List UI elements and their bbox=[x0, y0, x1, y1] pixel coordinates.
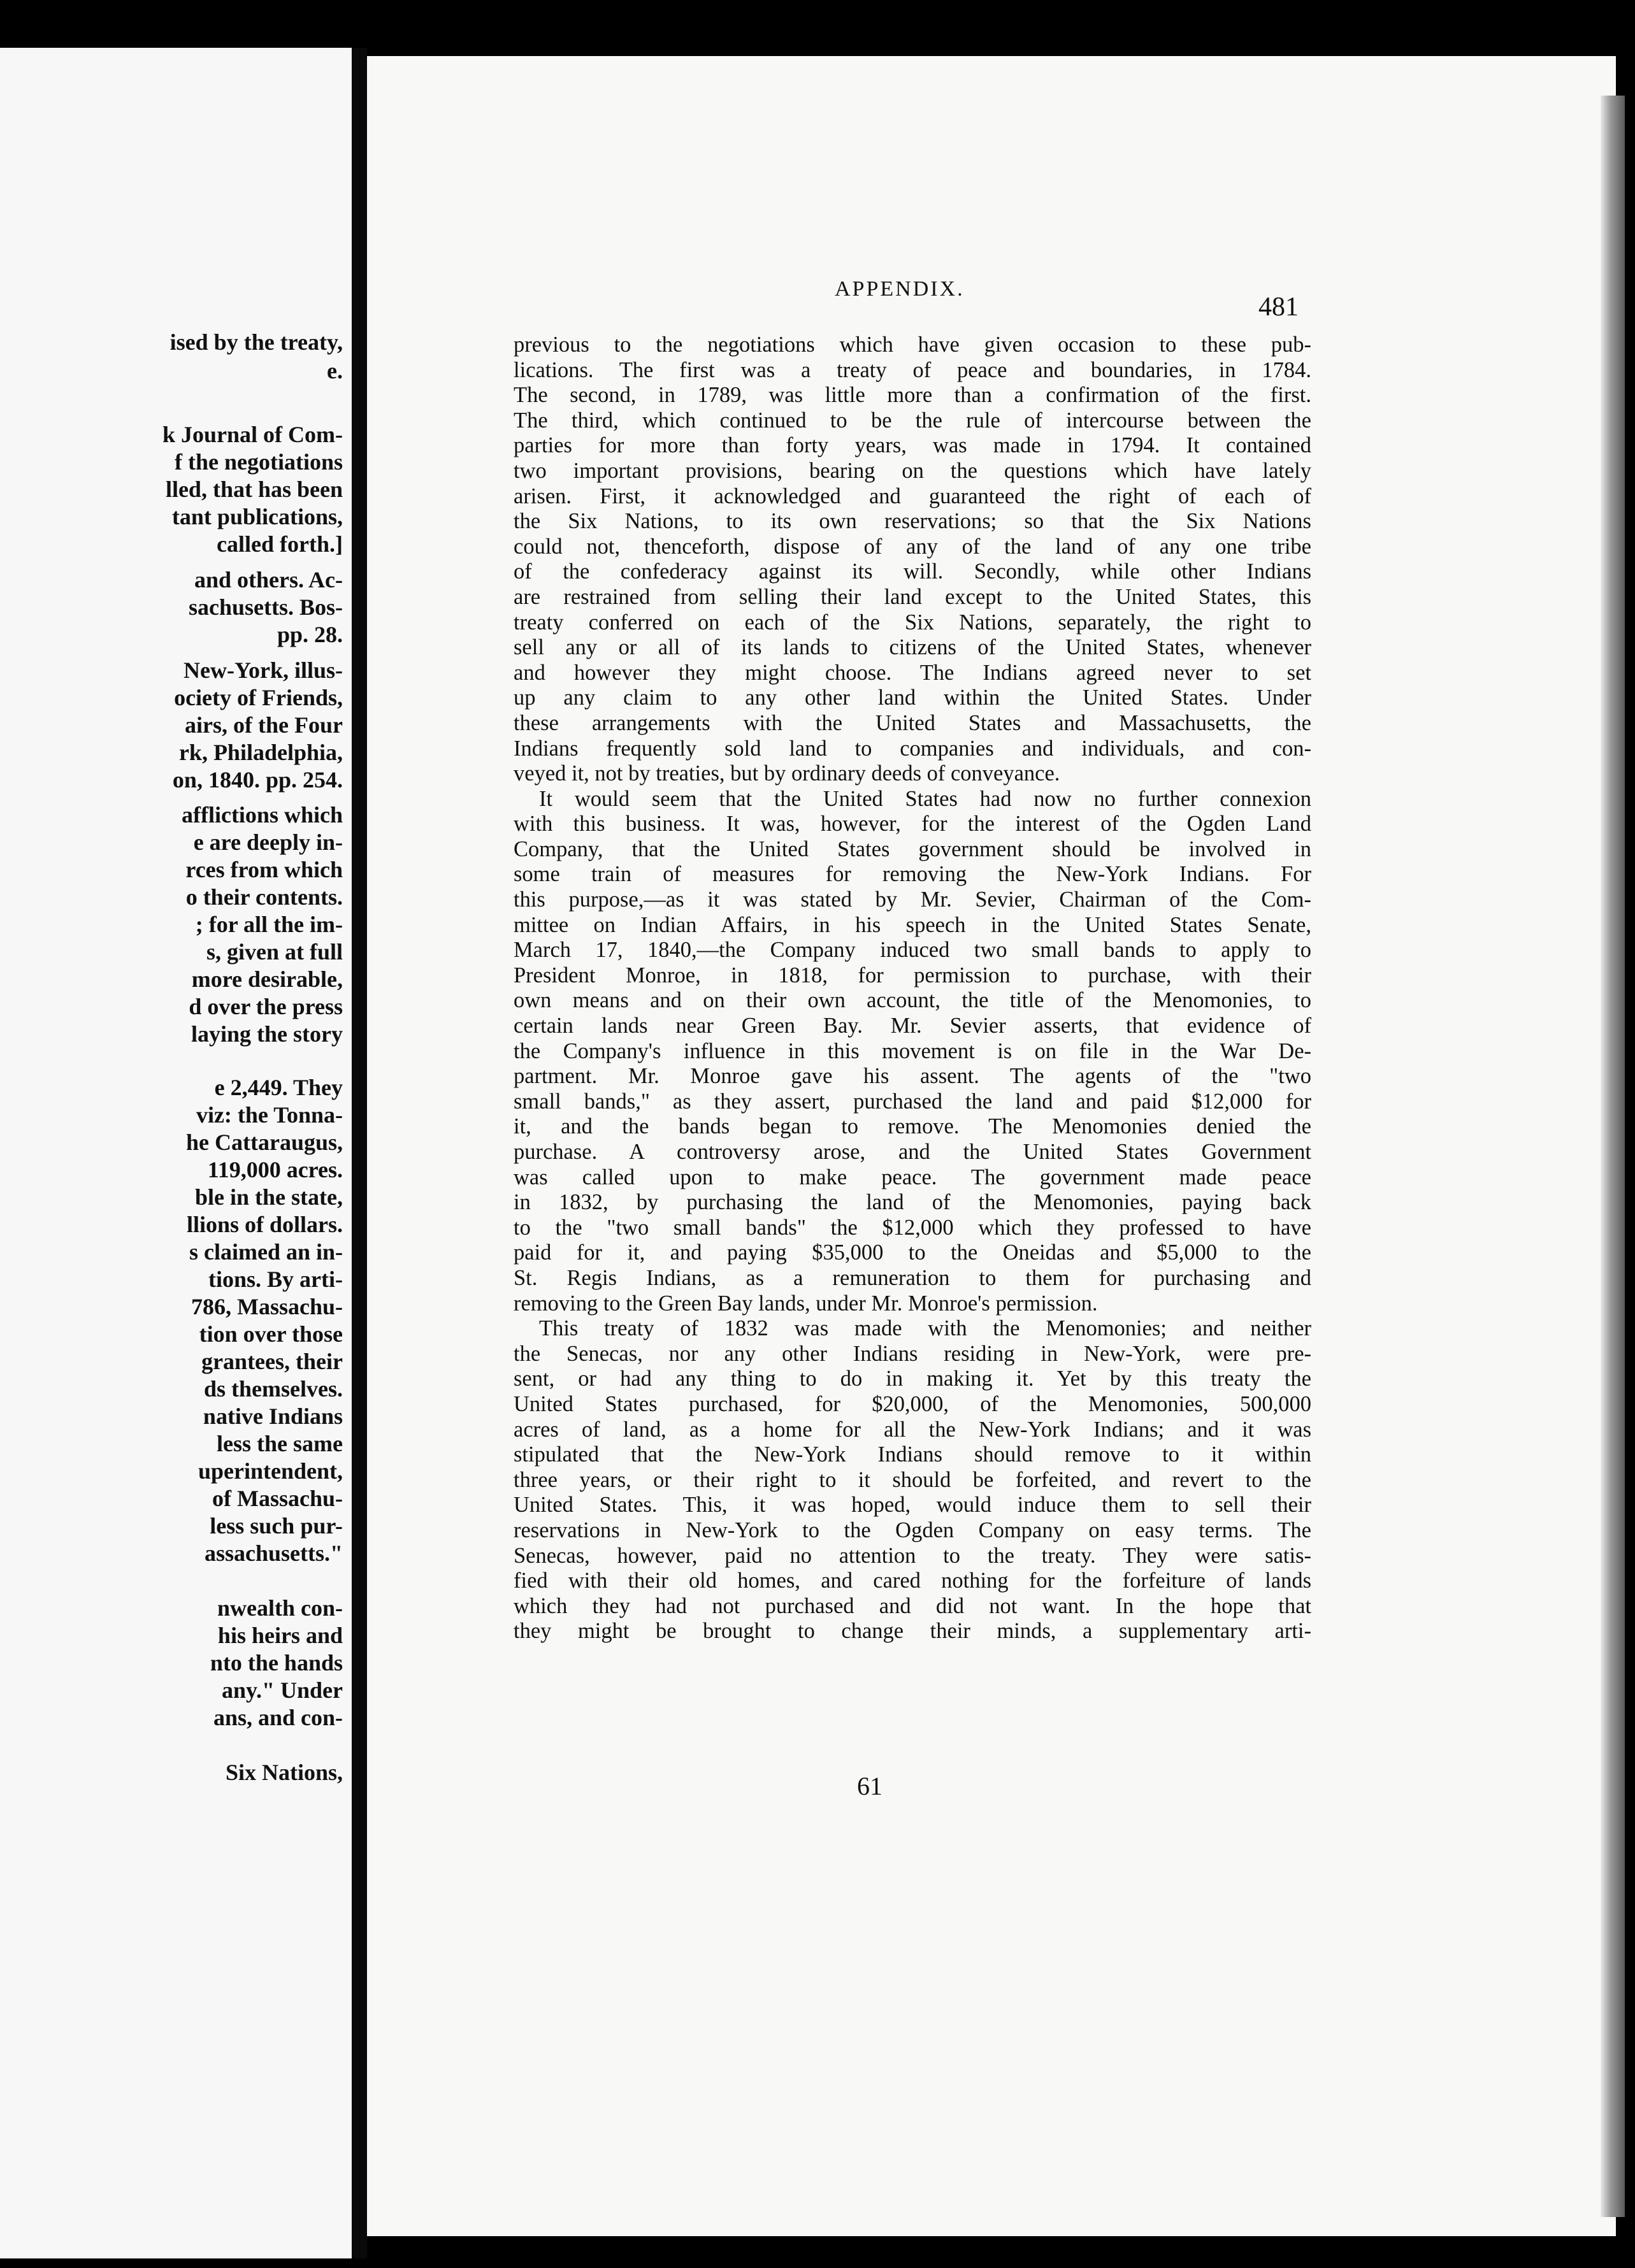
left-page-line: e. bbox=[327, 358, 343, 384]
left-page-line: airs, of the Four bbox=[185, 712, 343, 738]
left-page-line: pp. 28. bbox=[277, 622, 343, 647]
left-page-line: f the negotiations bbox=[175, 449, 343, 475]
left-page-line: less the same bbox=[217, 1431, 343, 1456]
left-page-line: his heirs and bbox=[217, 1623, 343, 1648]
text-line: was called upon to make peace. The government made peace bbox=[514, 1165, 1311, 1189]
text-line: some train of measures for removing the New-York Indians. For bbox=[514, 862, 1311, 887]
text-line: acres of land, as a home for all the New-York Indians; and it was bbox=[514, 1417, 1311, 1442]
left-page-line: Six Nations, bbox=[225, 1760, 343, 1785]
left-page-line: nto the hands bbox=[210, 1650, 343, 1676]
left-page-line: k Journal of Com- bbox=[162, 422, 343, 447]
text-line: parties for more than forty years, was made in 1794. It contained bbox=[514, 433, 1311, 458]
text-line: could not, thenceforth, dispose of any of the land of any one tribe bbox=[514, 534, 1311, 559]
left-page-line: 786, Massachu- bbox=[191, 1294, 343, 1319]
left-page-line: he Cattaraugus, bbox=[185, 1130, 343, 1155]
text-line: this purpose,—as it was stated by Mr. Sevier, Chairman of the Com- bbox=[514, 887, 1311, 912]
left-page-line: o their contents. bbox=[185, 884, 343, 910]
left-page-line: native Indians bbox=[203, 1403, 343, 1429]
text-line: arisen. First, it acknowledged and guaranteed the right of each of bbox=[514, 484, 1311, 508]
left-page-line: ociety of Friends, bbox=[174, 685, 343, 710]
left-page-line: ble in the state, bbox=[195, 1184, 343, 1210]
text-line: reservations in New-York to the Ogden Company on easy terms. The bbox=[514, 1518, 1311, 1542]
text-line: certain lands near Green Bay. Mr. Sevier asserts, that evidence of bbox=[514, 1014, 1311, 1038]
left-page bbox=[0, 48, 352, 2258]
page-edge-shadow bbox=[1601, 96, 1625, 2217]
left-page-line: on, 1840. pp. 254. bbox=[172, 767, 343, 793]
book-gutter bbox=[352, 48, 367, 2258]
left-page-line: grantees, their bbox=[201, 1349, 343, 1374]
left-page-line: more desirable, bbox=[191, 966, 343, 992]
left-page-line: uperintendent, bbox=[198, 1458, 343, 1484]
text-line: St. Regis Indians, as a remuneration to them for purchasing and bbox=[514, 1265, 1311, 1290]
text-line: stipulated that the New-York Indians should remove to it within bbox=[514, 1442, 1311, 1467]
text-line: they might be brought to change their minds, a supplementary arti- bbox=[514, 1619, 1311, 1644]
left-page-line: e 2,449. They bbox=[214, 1075, 343, 1100]
text-line: Indians frequently sold land to companies and individuals, and con- bbox=[514, 736, 1311, 761]
left-page-line: llions of dollars. bbox=[186, 1212, 343, 1237]
text-line: lications. The first was a treaty of peace and boundaries, in 1784. bbox=[514, 357, 1311, 382]
text-line: previous to the negotiations which have given occasion to these pub- bbox=[514, 333, 1311, 357]
text-line: sell any or all of its lands to citizens of the United States, whenever bbox=[514, 635, 1311, 660]
text-line: fied with their old homes, and cared nothing for the forfeiture of lands bbox=[514, 1568, 1311, 1593]
left-page-line: d over the press bbox=[189, 994, 343, 1019]
text-line: President Monroe, in 1818, for permission to purchase, with their bbox=[514, 963, 1311, 987]
text-line: Senecas, however, paid no attention to the treaty. They were satis- bbox=[514, 1543, 1311, 1568]
text-line: The third, which continued to be the rule of intercourse between the bbox=[514, 408, 1311, 433]
left-page-line: 119,000 acres. bbox=[207, 1157, 343, 1182]
text-line: Company, that the United States government should be involved in bbox=[514, 836, 1311, 861]
text-line: with this business. It was, however, for the interest of the Ogden Land bbox=[514, 812, 1311, 836]
text-line: paid for it, and paying $35,000 to the Oneidas and $5,000 to the bbox=[514, 1240, 1311, 1265]
text-line: the Company's influence in this movement is on file in the War De- bbox=[514, 1038, 1311, 1063]
text-line: March 17, 1840,—the Company induced two small bands to apply to bbox=[514, 938, 1311, 963]
text-line: these arrangements with the United States and Massachusetts, the bbox=[514, 710, 1311, 735]
text-line: small bands," as they assert, purchased the land and paid $12,000 for bbox=[514, 1089, 1311, 1114]
text-line: three years, or their right to it should be forfeited, and revert to the bbox=[514, 1467, 1311, 1492]
left-page-line: ds themselves. bbox=[204, 1376, 343, 1402]
left-page-line: rces from which bbox=[185, 857, 343, 882]
left-page-line: viz: the Tonna- bbox=[196, 1102, 343, 1128]
left-page-line: called forth.] bbox=[217, 531, 343, 557]
left-page-line: assachusetts." bbox=[204, 1540, 343, 1566]
left-page-line: any." Under bbox=[221, 1677, 343, 1703]
text-line: United States purchased, for $20,000, of the Menomonies, 500,000 bbox=[514, 1391, 1311, 1416]
text-line: it, and the bands began to remove. The Menomonies denied the bbox=[514, 1114, 1311, 1139]
text-line: sent, or had any thing to do in making it. Yet by this treaty the bbox=[514, 1367, 1311, 1391]
text-line: treaty conferred on each of the Six Nations, separately, the right to bbox=[514, 610, 1311, 635]
text-line: two important provisions, bearing on the questions which have lately bbox=[514, 458, 1311, 483]
text-line: The second, in 1789, was little more than a confirmation of the first. bbox=[514, 383, 1311, 408]
left-page-line: tions. By arti- bbox=[208, 1267, 343, 1292]
left-page-line: tant publications, bbox=[171, 504, 343, 529]
text-line: partment. Mr. Monroe gave his assent. The agents of the "two bbox=[514, 1064, 1311, 1089]
text-line: up any claim to any other land within the United States. Under bbox=[514, 685, 1311, 710]
text-line: veyed it, not by treaties, but by ordinary deeds of conveyance. bbox=[514, 761, 1060, 786]
left-page-line: e are deeply in- bbox=[193, 829, 343, 855]
text-line: This treaty of 1832 was made with the Menomonies; and neither bbox=[539, 1316, 1311, 1341]
text-line: purchase. A controversy arose, and the United States Government bbox=[514, 1140, 1311, 1164]
text-line: the Six Nations, to its own reservations; so that the Six Nations bbox=[514, 509, 1311, 534]
left-page-line: ans, and con- bbox=[213, 1705, 343, 1730]
text-line: the Senecas, nor any other Indians residing in New-York, were pre- bbox=[514, 1341, 1311, 1366]
text-line: and however they might choose. The Indians agreed never to set bbox=[514, 660, 1311, 685]
body-text bbox=[514, 333, 1311, 1644]
left-page-line: s claimed an in- bbox=[189, 1239, 343, 1265]
left-page-line: s, given at full bbox=[206, 939, 343, 965]
text-line: It would seem that the United States had now no further connexion bbox=[539, 786, 1311, 811]
text-line: removing to the Green Bay lands, under Mr. Monroe's permission. bbox=[514, 1291, 1098, 1316]
left-page-line: sachusetts. Bos- bbox=[188, 594, 343, 620]
left-page-line: New-York, illus- bbox=[184, 657, 343, 683]
left-page-line: less such pur- bbox=[210, 1513, 343, 1539]
left-page-line: ; for all the im- bbox=[195, 912, 343, 937]
left-page-line: lled, that has been bbox=[165, 477, 343, 502]
running-head: APPENDIX. bbox=[835, 277, 965, 301]
text-line: in 1832, by purchasing the land of the Menomonies, paying back bbox=[514, 1190, 1311, 1215]
text-line: to the "two small bands" the $12,000 which they professed to have bbox=[514, 1215, 1311, 1240]
text-line: United States. This, it was hoped, would induce them to sell their bbox=[514, 1493, 1311, 1518]
text-line: are restrained from selling their land except to the United States, this bbox=[514, 584, 1311, 609]
left-page-line: afflictions which bbox=[181, 802, 343, 828]
text-line: mittee on Indian Affairs, in his speech in the United States Senate, bbox=[514, 912, 1311, 937]
signature-mark: 61 bbox=[857, 1772, 882, 1800]
left-page-line: of Massachu- bbox=[212, 1486, 343, 1511]
text-line: own means and on their own account, the title of the Menomonies, to bbox=[514, 988, 1311, 1013]
left-page-line: rk, Philadelphia, bbox=[178, 740, 343, 765]
page-number: 481 bbox=[1258, 292, 1299, 322]
left-page-line: and others. Ac- bbox=[194, 567, 343, 592]
text-line: which they had not purchased and did not want. In the hope that bbox=[514, 1593, 1311, 1618]
left-page-line: nwealth con- bbox=[217, 1595, 343, 1621]
left-page-line: laying the story bbox=[191, 1021, 343, 1047]
left-page-line: ised by the treaty, bbox=[169, 329, 343, 355]
text-line: of the confederacy against its will. Secondly, while other Indians bbox=[514, 559, 1311, 584]
left-page-line: tion over those bbox=[199, 1321, 343, 1347]
